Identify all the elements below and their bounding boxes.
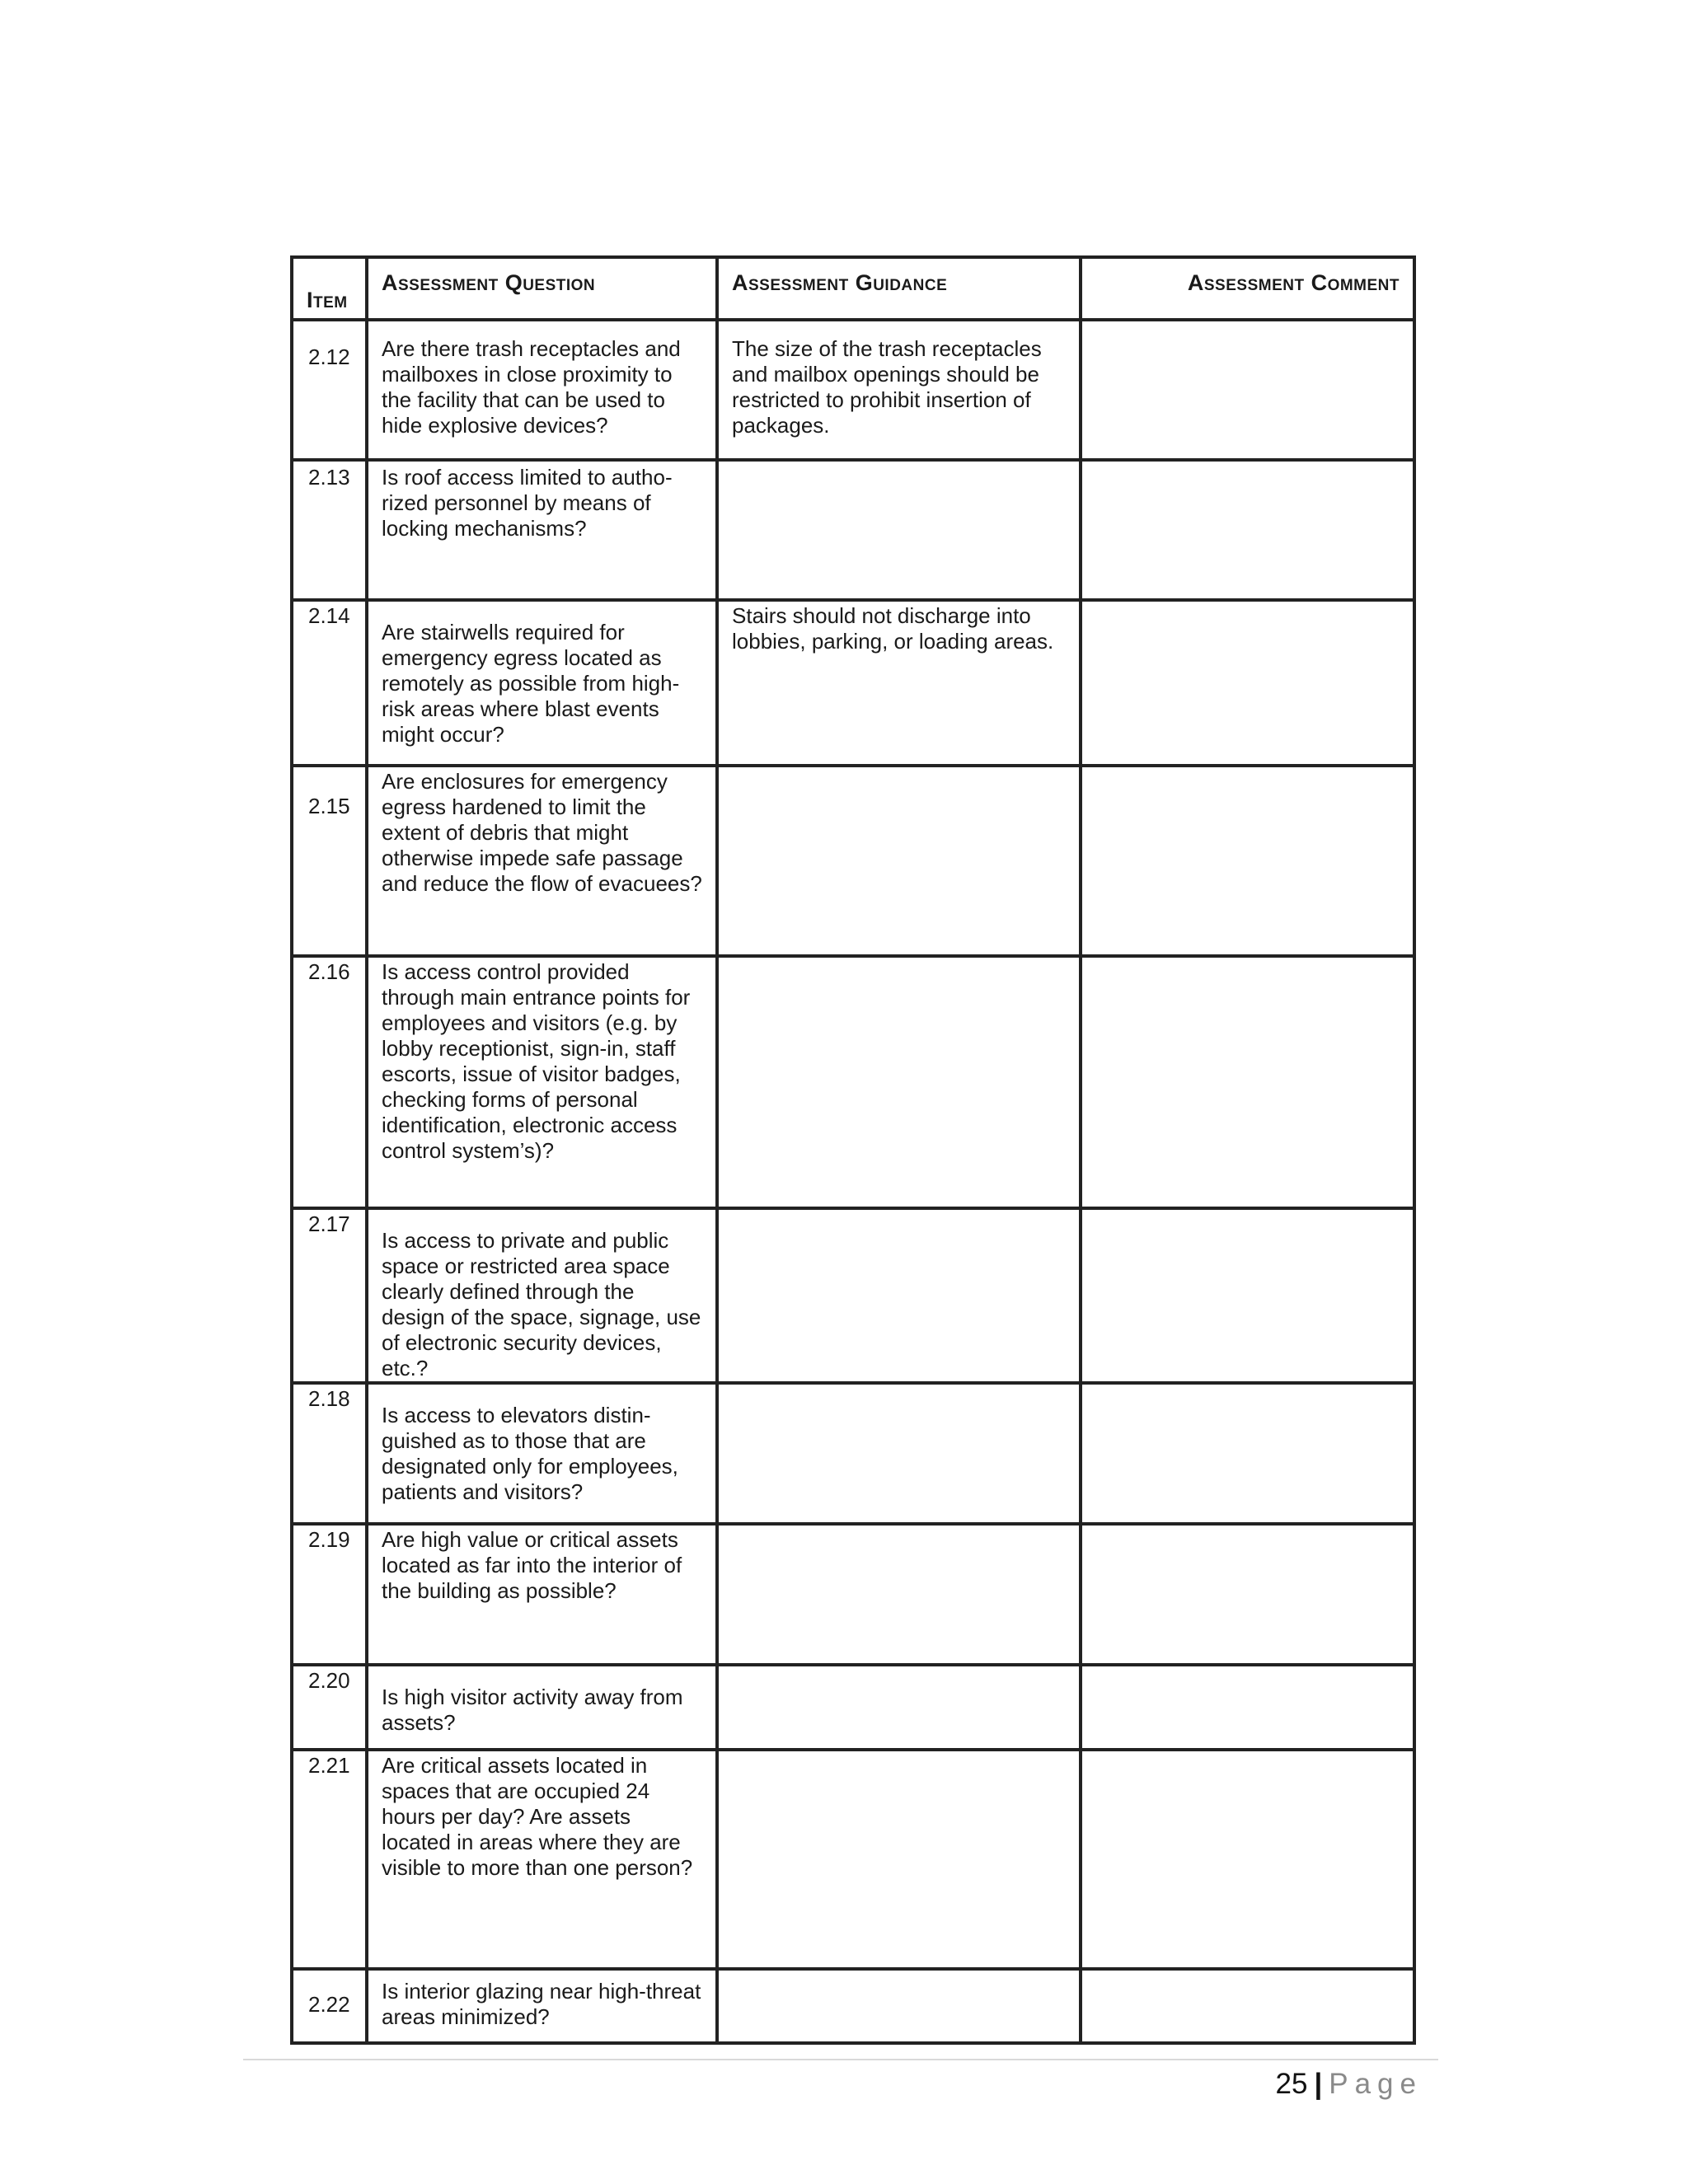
question-cell: Are stairwells required for emergency egress located as remotely as possible from high-risk areas where blast events might occur?	[367, 600, 717, 766]
question-cell: Are high value or critical assets located as far into the interior of the building as possible?	[367, 1524, 717, 1665]
comment-cell	[1081, 1969, 1414, 2043]
guidance-cell	[717, 956, 1081, 1208]
guidance-cell	[717, 1750, 1081, 1969]
comment-cell	[1081, 956, 1414, 1208]
question-cell: Is interior glazing near high-threat areas minimized?	[367, 1969, 717, 2043]
header-row	[292, 257, 1414, 320]
footer-divider	[243, 2059, 1438, 2060]
comment-cell	[1081, 1383, 1414, 1524]
guidance-cell	[717, 1969, 1081, 2043]
table-row	[292, 460, 1414, 600]
question-cell: Is high visitor activity away from assets?	[367, 1665, 717, 1750]
question-cell: Is access to elevators distin-guished as to those that are designated only for employees, patients and visitors?	[367, 1383, 717, 1524]
guidance-cell	[717, 460, 1081, 600]
comment-cell	[1081, 1208, 1414, 1383]
comment-cell	[1081, 1665, 1414, 1750]
table-row	[292, 1208, 1414, 1383]
header-guidance: Assessment Guidance	[717, 257, 1081, 320]
table-row	[292, 1665, 1414, 1750]
comment-cell	[1081, 766, 1414, 956]
table-row	[292, 1383, 1414, 1524]
comment-cell	[1081, 600, 1414, 766]
guidance-cell: The size of the trash receptacles and mailbox openings should be restricted to prohibit insertion of packages.	[717, 320, 1081, 460]
guidance-cell	[717, 1383, 1081, 1524]
guidance-cell	[717, 1665, 1081, 1750]
item-number: 2.20	[292, 1665, 367, 1750]
question-cell: Is access control provided through main entrance points for employees and visitors (e.g. by lobby receptionist, sign-in, staff escorts, issue of visitor badges, checking forms of personal identification, electronic access control system’s)?	[367, 956, 717, 1208]
table-row	[292, 1969, 1414, 2043]
table-row	[292, 600, 1414, 766]
table-row	[292, 320, 1414, 460]
question-cell: Are enclosures for emergency egress hardened to limit the extent of debris that might otherwise impede safe passage and reduce the flow of evacuees?	[367, 766, 717, 956]
question-cell: Are critical assets located in spaces that are occupied 24 hours per day? Are assets located in areas where they are visible to more than one person?	[367, 1750, 717, 1969]
guidance-cell	[717, 1524, 1081, 1665]
page-label: Page	[1329, 2068, 1423, 2100]
header-question: Assessment Question	[367, 257, 717, 320]
guidance-cell	[717, 766, 1081, 956]
page-footer	[1276, 2067, 1423, 2102]
question-cell: Is access to private and public space or restricted area space clearly defined through the design of the space, signage, use of electronic security devices, etc.?	[367, 1208, 717, 1383]
question-cell: Are there trash receptacles and mailboxes in close proximity to the facility that can be used to hide explosive devices?	[367, 320, 717, 460]
item-number: 2.22	[292, 1969, 367, 2043]
item-number: 2.15	[292, 766, 367, 956]
header-item: Item	[292, 257, 367, 320]
guidance-cell	[717, 1208, 1081, 1383]
comment-cell	[1081, 320, 1414, 460]
item-number: 2.12	[292, 320, 367, 460]
guidance-cell: Stairs should not discharge into lobbies, parking, or loading areas.	[717, 600, 1081, 766]
item-number: 2.13	[292, 460, 367, 600]
page-number: 25	[1275, 2068, 1308, 2100]
table-row	[292, 956, 1414, 1208]
item-number: 2.19	[292, 1524, 367, 1665]
table-row	[292, 1750, 1414, 1969]
question-cell: Is roof access limited to autho-rized personnel by means of locking mechanisms?	[367, 460, 717, 600]
assessment-table	[290, 255, 1416, 2045]
comment-cell	[1081, 1524, 1414, 1665]
comment-cell	[1081, 460, 1414, 600]
comment-cell	[1081, 1750, 1414, 1969]
item-number: 2.17	[292, 1208, 367, 1383]
table-row	[292, 1524, 1414, 1665]
footer-separator: |	[1314, 2068, 1323, 2100]
item-number: 2.21	[292, 1750, 367, 1969]
item-number: 2.16	[292, 956, 367, 1208]
item-number: 2.14	[292, 600, 367, 766]
header-comment: Assessment Comment	[1081, 257, 1414, 320]
table-row	[292, 766, 1414, 956]
item-number: 2.18	[292, 1383, 367, 1524]
